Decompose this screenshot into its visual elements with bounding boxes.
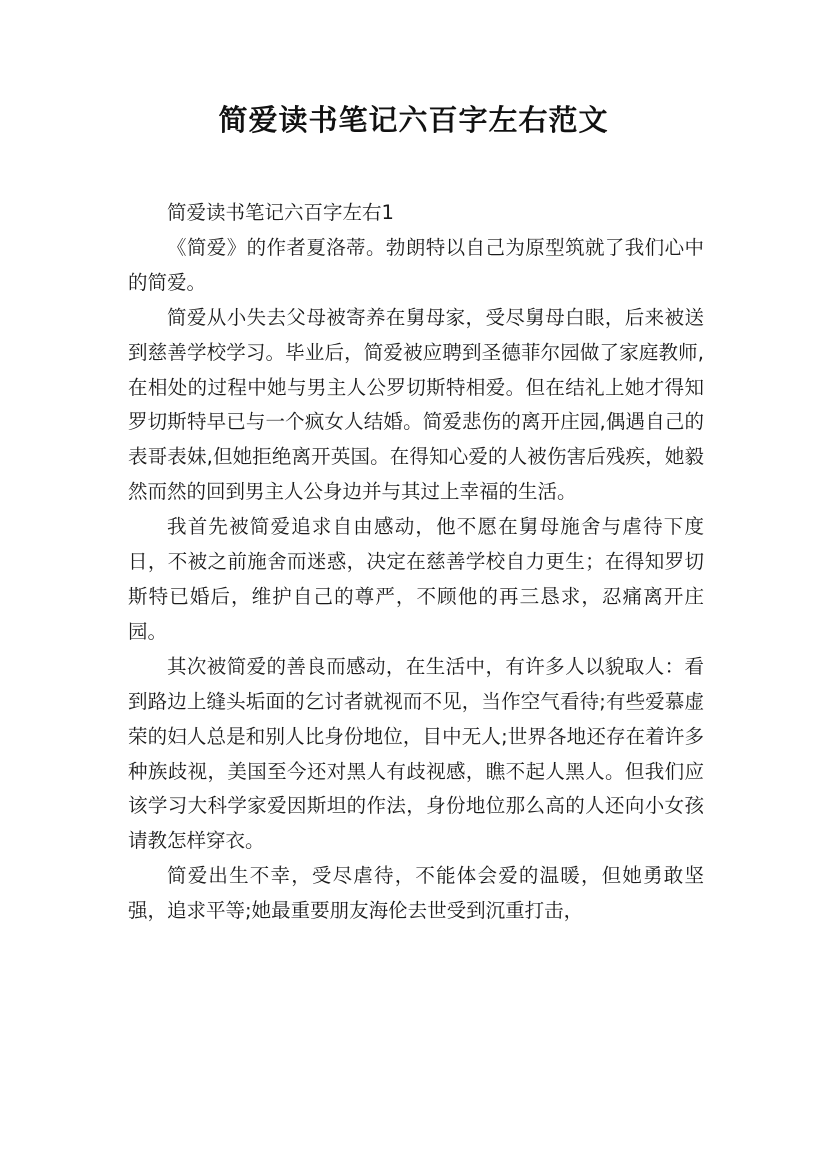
paragraph: 其次被简爱的善良而感动，在生活中，有许多人以貌取人：看到路边上缝头垢面的乞讨者就视而不见，当作空气看待;有些爱慕虚荣的妇人总是和别人比身份地位，目中无人;世界各地还存在着许多种族歧视，美国至今还对黑人有歧视感，瞧不起人黑人。但我们应该学习大科学家爱因斯坦的作法，身份地位那么高的人还向小女孩请教怎样穿衣。 bbox=[128, 654, 704, 853]
paragraph: 我首先被简爱追求自由感动，他不愿在舅母施舍与虐待下度日，不被之前施舍而迷惑，决定在慈善学校自力更生；在得知罗切斯特已婚后，维护自己的尊严，不顾他的再三恳求，忍痛离开庄园。 bbox=[128, 515, 704, 643]
paragraph: 《简爱》的作者夏洛蒂。勃朗特以自己为原型筑就了我们心中的简爱。 bbox=[128, 235, 704, 294]
document-body bbox=[128, 196, 704, 929]
paragraph: 简爱出生不幸，受尽虐待，不能体会爱的温暖，但她勇敢坚强，追求平等;她最重要朋友海伦去世受到沉重打击， bbox=[128, 864, 704, 923]
document-title: 简爱读书笔记六百字左右范文 bbox=[218, 103, 609, 137]
paragraph: 简爱从小失去父母被寄养在舅母家，受尽舅母白眼，后来被送到慈善学校学习。毕业后，简爱被应聘到圣德菲尔园做了家庭教师,在相处的过程中她与男主人公罗切斯特相爱。但在结礼上她才得知罗切斯特早已与一个疯女人结婚。简爱悲伤的离开庄园,偶遇自己的表哥表妹,但她拒绝离开英国。在得知心爱的人被伤害后残疾，她毅然而然的回到男主人公身边并与其过上幸福的生活。 bbox=[128, 305, 704, 504]
paragraph-heading: 简爱读书笔记六百字左右1 bbox=[167, 201, 394, 224]
